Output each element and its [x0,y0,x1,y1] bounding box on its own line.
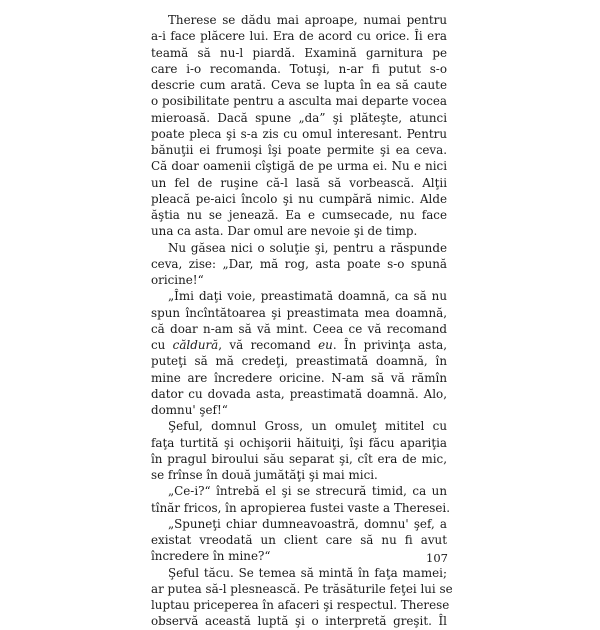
text-line: faţa turtită şi ochişorii hăituiţi, îşi făcu apariţia [151,435,447,450]
text-line: Că doar oamenii cîştigă de pe urma ei. Nu e nici [151,159,447,174]
text-line: „Îmi daţi voie, preastimată doamnă, ca să nu [168,289,447,304]
text-line: poate pleca şi s-a zis cu omul interesant. Pentru [151,126,447,141]
text-line: spun încîntătoarea şi preastimata mea doamnă, [151,305,447,320]
text-line: Therese se dădu mai aproape, numai pentru [168,13,447,27]
text-line: puteţi să mă credeţi, preastimată doamnă, în [151,354,447,369]
text-line: tînăr fricos, în apropierea fustei vaste a Theresei. [151,500,450,515]
text-line: a-i face plăcere lui. Era de acord cu orice. Îi era [151,29,447,44]
text-line: domnu' şef!“ [151,403,228,417]
text-line: Şeful tăcu. Se temea să mintă în faţa mamei; [168,565,447,580]
text-line: în pragul biroului său separat şi, cît era de mic, [151,451,447,466]
text-line: observă această luptă şi o interpretă greşit. Îl [151,614,447,629]
text-line: luptau priceperea în afaceri şi respectul. Therese [151,598,450,612]
text-line: bănuţii ei frumoşi îşi poate permite şi ea ceva. [151,143,447,157]
text-line: „Ce-i?“ întrebă el şi se strecură timid, ca un [168,484,447,499]
text-line: ceva, zise: „Dar, mă rog, asta poate s-o spună [151,256,447,271]
page-number: 107 [426,551,448,565]
text-line: cu căldură, vă recomand eu. În privinţa asta, [151,338,447,352]
text-line: un fel de ruşine că-l lasă să vorbească. Alţii [151,175,447,190]
text-line: Nu găsea nici o soluţie şi, pentru a răspunde [168,240,447,255]
text-line: oricine!“ [151,273,204,287]
text-line: o posibilitate pentru a asculta mai departe vocea [151,94,447,109]
text-line: una ca asta. Dar omul are nevoie şi de timp. [151,224,418,239]
text-line: se frînse în două jumătăţi şi mai mici. [151,468,378,482]
text-line: ăştia nu se jenează. Ea e cumsecade, nu face [151,208,447,222]
text-line: mieroasă. Dacă spune „da” şi plăteşte, atunci [151,110,447,125]
text-line: ar putea să-l plesnească. Pe trăsăturile feţei lui se [151,581,453,596]
text-line: Şeful, domnul Gross, un omuleţ mititel cu [168,419,447,434]
text-line: care i-o recomanda. Totuşi, n-ar fi putut s-o [151,61,447,76]
text-line: mine are încredere oricine. N-am să vă rămîn [151,370,447,385]
text-line: încredere în mine?“ [151,549,271,564]
text-line: pleacă pe-aici încolo şi nu cumpără nimic. Alde [151,191,447,206]
text-line: că doar n-am să vă mint. Ceea ce vă recomand [151,321,447,336]
text-line: teamă să nu-l piardă. Examină garnitura pe [151,45,447,60]
text-line: dator cu dovada asta, preastimată doamnă. Alo, [151,386,447,401]
text-line: existat vreodată un client care să nu fi avut [151,533,447,547]
body-text [151,12,453,630]
text-line: „Spuneţi chiar dumneavoastră, domnu' şef, a [168,516,447,531]
text-line: descrie cum arată. Ceva se lupta în ea să caute [151,78,447,92]
